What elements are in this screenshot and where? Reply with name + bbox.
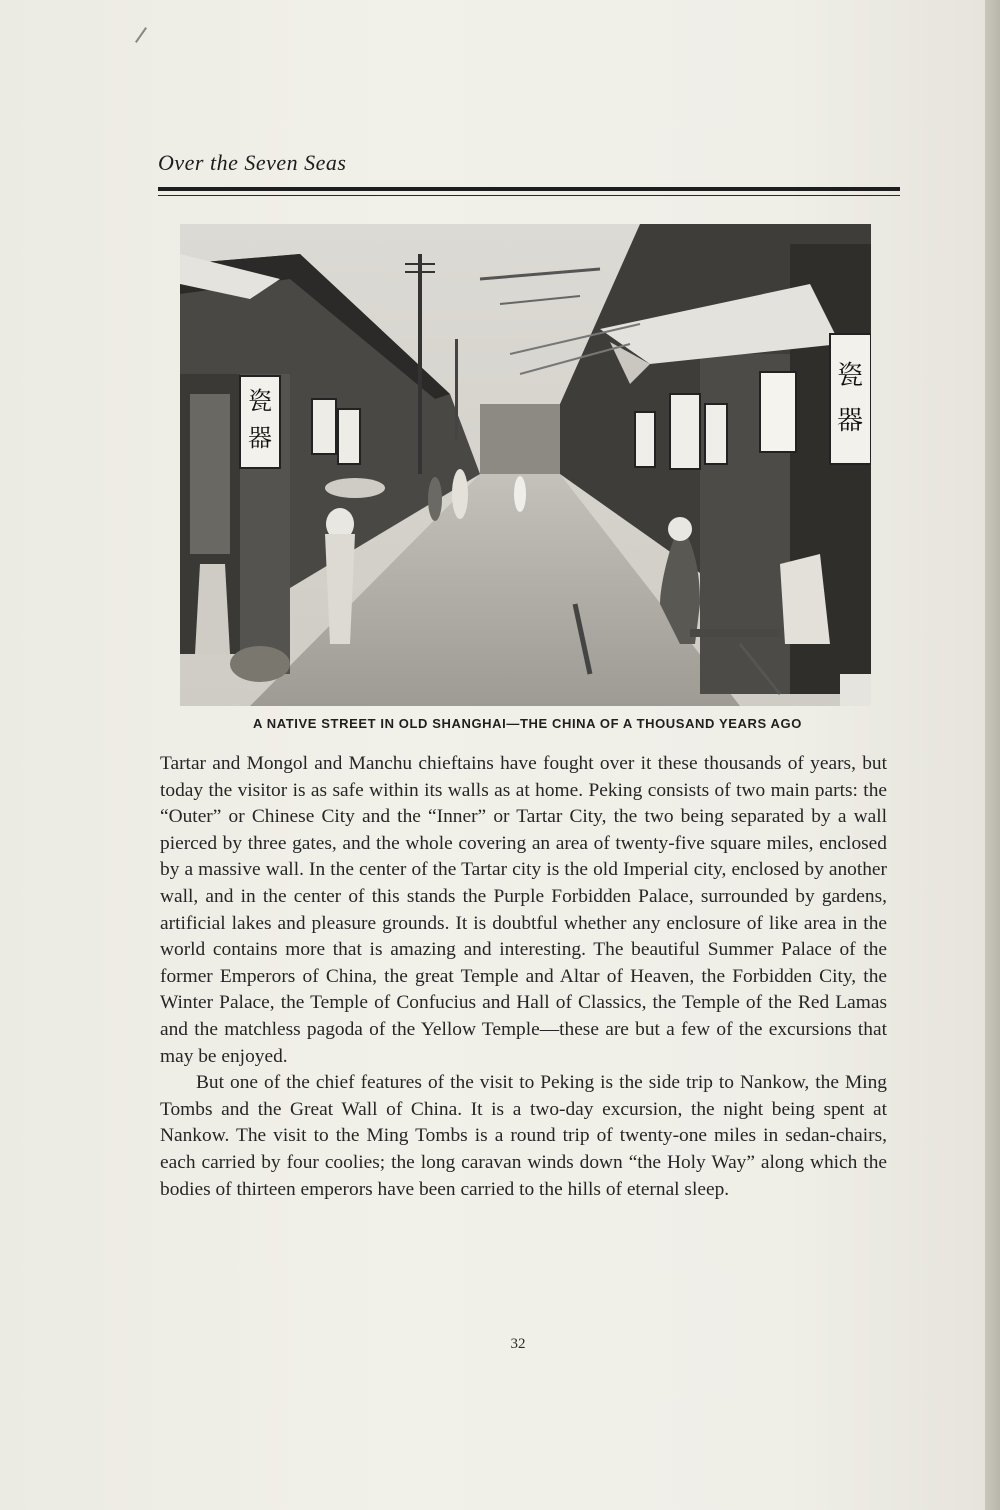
svg-text:瓷: 瓷	[248, 387, 272, 415]
svg-text:瓷: 瓷	[836, 361, 864, 391]
body-text	[160, 751, 887, 1203]
page-edge	[985, 0, 1000, 1510]
paragraph: But one of the chief features of the visit to Peking is the side trip to Nankow, the Ming Tombs and the Great Wall of China. It is a two-day excursion, the night being spent at Nankow. The visit to the Ming Tombs is a round trip of twenty-one miles in sedan-chairs, each carried by four coolies; the long caravan winds down “the Holy Way” along which the bodies of thirteen emperors have been carried to the hills of eternal sleep.	[160, 1072, 887, 1200]
running-title: Over the Seven Seas	[158, 150, 347, 175]
header-rule-thick	[158, 187, 900, 191]
svg-text:器: 器	[248, 424, 272, 452]
page-number: 32	[510, 1336, 526, 1352]
svg-text:器: 器	[836, 406, 864, 436]
photo-caption: A NATIVE STREET IN OLD SHANGHAI—THE CHINA OF A THOUSAND YEARS AGO	[253, 716, 802, 731]
paragraph: Tartar and Mongol and Manchu chieftains have fought over it these thousands of years, but today the visitor is as safe within its walls as at home. Peking consists of two main parts: the “Outer” or Chinese City and the “Inner” or Tartar City, the two being separated by a wall pierced by three gates, and the whole covering an area of twenty-five square miles, enclosed by a massive wall. In the center of the Tartar city is the old Imperial city, enclosed by another wall, and in the center of this stands the Purple Forbidden Palace, surrounded by gardens, artificial lakes and pleasure grounds. It is doubtful whether any enclosure of like area in the world contains more that is amazing and interesting. The beautiful Summer Palace of the former Emperors of China, the great Temple and Altar of Heaven, the Forbidden City, the Winter Palace, the Temple of Confucius and Hall of Classics, the Temple of the Red Lamas and the matchless pagoda of the Yellow Temple—these are but a few of the excursions that may be enjoyed.	[160, 753, 887, 1067]
street-photograph	[180, 224, 871, 706]
header-rule-thin	[158, 195, 900, 196]
